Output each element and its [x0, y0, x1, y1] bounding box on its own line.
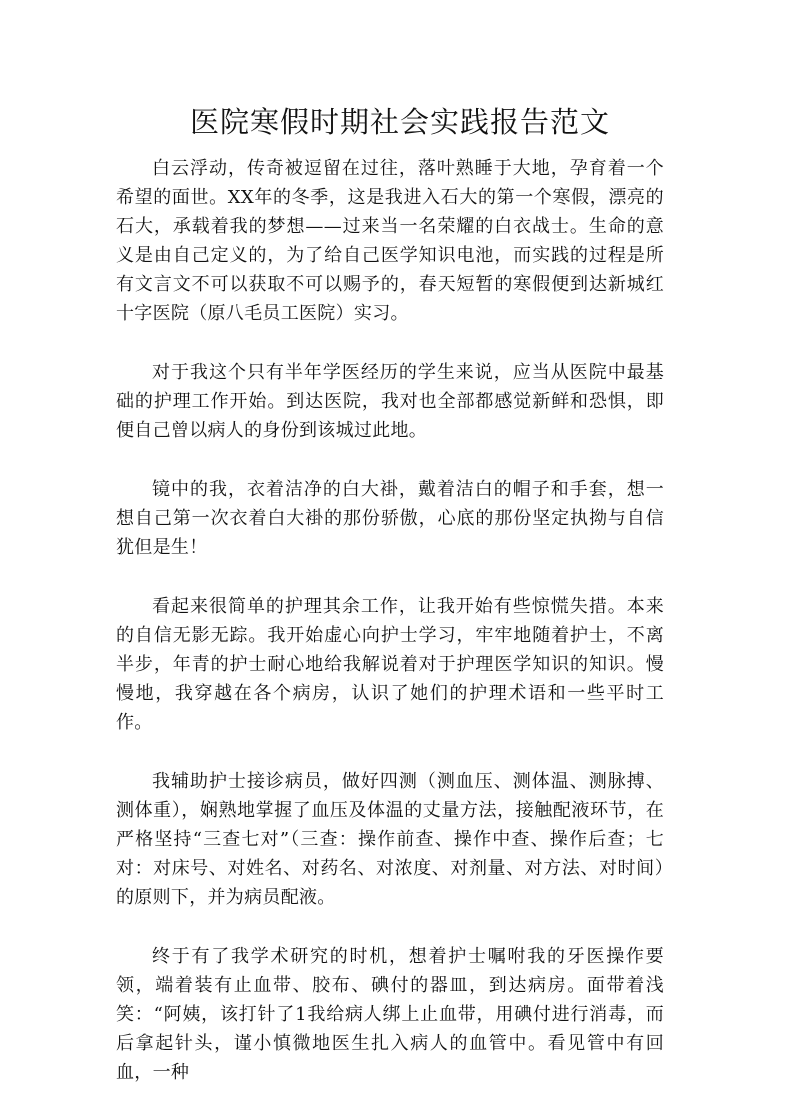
paragraph-5: 我辅助护士接诊病员，做好四测（测血压、测体温、测脉搏、测体重），娴熟地掌握了血压及体温的丈量方法，接触配液环节，在严格坚持“三查七对”（三查：操作前查、操作中查、操作后查；七对：对床号、对姓名、对药名、对浓度、对剂量、对方法、对时间）的原则下，并为病员配液。	[116, 771, 664, 908]
paragraph-4: 看起来很简单的护理其余工作，让我开始有些惊慌失措。本来的自信无影无踪。我开始虚心向护士学习，牢牢地随着护士，不离半步，年青的护士耐心地给我解说着对于护理医学知识的知识。慢慢地，我穿越在各个病房，认识了她们的护理术语和一些平时工作。	[116, 596, 664, 733]
paragraph-6: 终于有了我学术研究的时机，想着护士嘱咐我的牙医操作要领，端着装有止血带、胶布、碘付的器皿，到达病房。面带着浅笑：“阿姨，该打针了1我给病人绑上止血带，用碘付进行消毒，而后拿起针头，谨小慎微地医生扎入病人的血管中。看见管中有回血，一种	[116, 946, 664, 1083]
paragraph-3: 镜中的我，衣着洁净的白大褂，戴着洁白的帽子和手套，想一想自己第一次衣着白大褂的那份骄傲，心底的那份坚定执拗与自信犹但是生！	[116, 479, 664, 558]
paragraph-2: 对于我这个只有半年学医经历的学生来说，应当从医院中最基础的护理工作开始。到达医院，我对也全部都感觉新鲜和恐惧，即便自己曾以病人的身份到该城过此地。	[116, 362, 664, 441]
document-body	[116, 154, 664, 1117]
paragraph-1: 白云浮动，传奇被逗留在过往，落叶熟睡于大地，孕育着一个希望的面世。XX年的冬季，这是我进入石大的第一个寒假，漂亮的石大，承载着我的梦想——过来当一名荣耀的白衣战士。生命的意义是由自己定义的，为了给自己医学知识电池，而实践的过程是所有文言文不可以获取不可以赐予的，春天短暂的寒假便到达新城红十字医院（原八毛员工医院）实习。	[116, 158, 664, 324]
document-title: 医院寒假时期社会实践报告范文	[189, 105, 610, 139]
